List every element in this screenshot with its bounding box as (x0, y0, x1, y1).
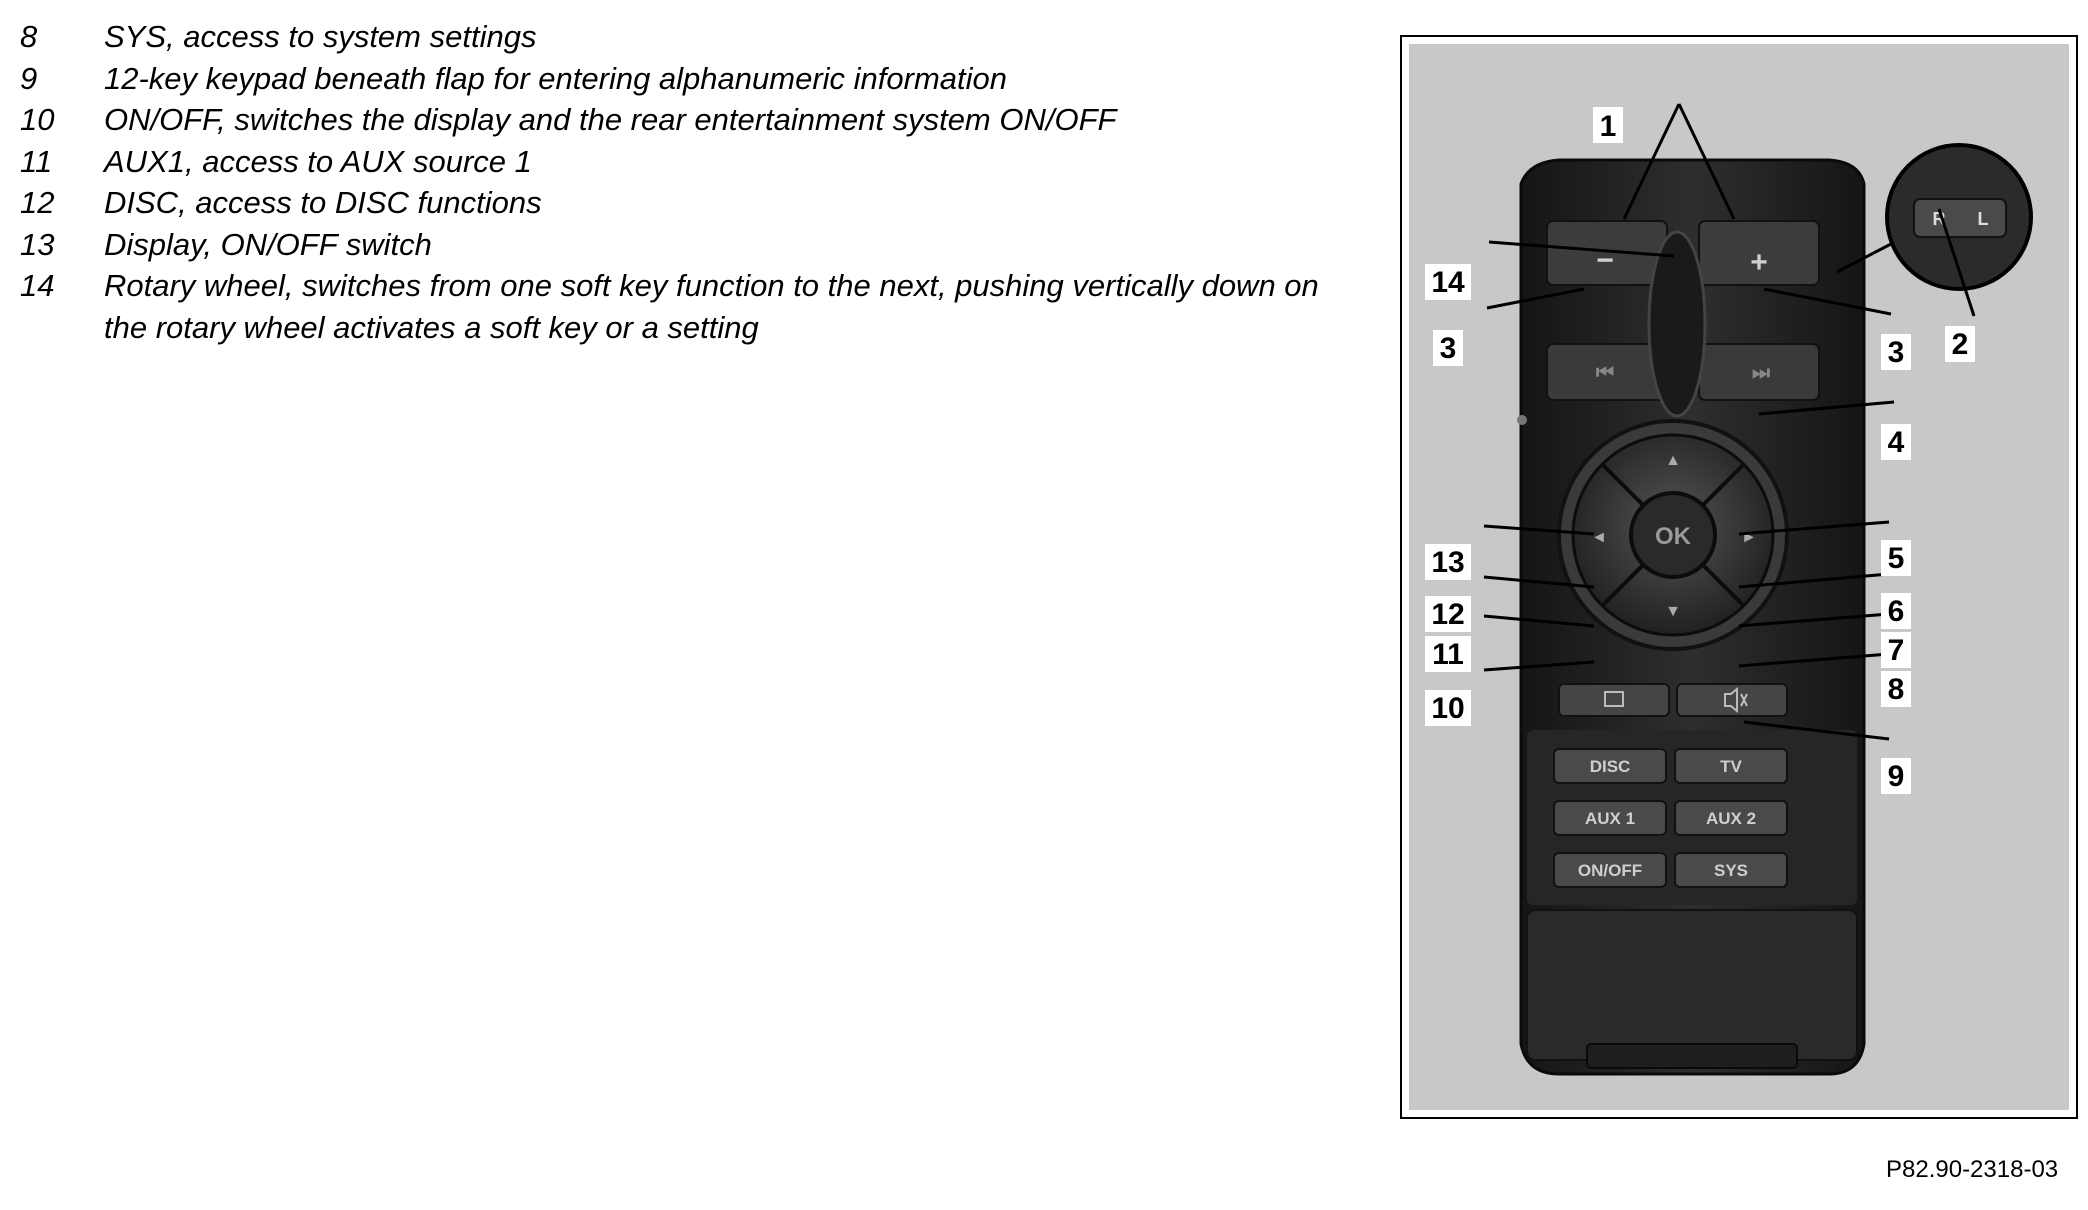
callout-8: 8 (1887, 673, 1905, 706)
legend-number: 13 (20, 226, 55, 262)
left-arrow-icon: ◄ (1591, 529, 1607, 546)
callout-3-left: 3 (1439, 332, 1457, 365)
indicator-led (1517, 415, 1527, 425)
mute-button[interactable] (1677, 684, 1787, 716)
onoff-label: ON/OFF (1577, 861, 1643, 880)
minus-label: − (1596, 244, 1614, 277)
legend-text: 12-key keypad beneath flap for entering alphanumeric information (104, 60, 1007, 96)
callout-14: 14 (1431, 266, 1465, 299)
legend-item (20, 224, 1360, 266)
legend-number: 14 (20, 268, 55, 303)
legend-item (20, 265, 1360, 348)
callout-2: 2 (1951, 328, 1969, 361)
switch-l-label: L (1977, 209, 1989, 229)
remote-control-illustration (1409, 44, 2069, 1110)
plus-label: + (1750, 246, 1768, 279)
figure-background (1409, 44, 2069, 1110)
legend-item (20, 58, 1360, 100)
legend-text: Display, ON/OFF switch (104, 226, 432, 262)
legend-text: ON/OFF, switches the display and the rear entertainment system ON/OFF (104, 102, 1117, 137)
disc-label: DISC (1589, 757, 1631, 776)
down-arrow-icon: ▼ (1665, 603, 1681, 620)
callout-6: 6 (1887, 595, 1905, 628)
legend-text: DISC, access to DISC functions (104, 185, 542, 220)
callout-12: 12 (1431, 598, 1465, 631)
legend-item (20, 182, 1360, 224)
legend-text: Rotary wheel, switches from one soft key function to the next, pushing vertically down on the rotary wheel activates a soft key or a setting (104, 268, 1319, 345)
switch-r-label: R (1932, 209, 1946, 229)
legend-number: 12 (20, 185, 55, 220)
legend-text: AUX1, access to AUX source 1 (104, 143, 532, 179)
callout-4: 4 (1887, 426, 1905, 459)
legend-item (20, 99, 1360, 141)
callout-13: 13 (1431, 546, 1465, 579)
flap-tab (1587, 1044, 1797, 1068)
up-arrow-icon: ▲ (1665, 452, 1681, 469)
legend-list (20, 16, 1360, 348)
callout-10: 10 (1431, 692, 1465, 725)
keypad-flap[interactable] (1527, 910, 1857, 1060)
ok-label: OK (1655, 523, 1691, 550)
legend-item (20, 16, 1360, 58)
legend-number: 8 (20, 19, 38, 54)
legend-number: 11 (20, 143, 53, 179)
skip-back-icon: ⏮ (1596, 362, 1614, 384)
callout-11: 11 (1432, 638, 1464, 671)
callout-1: 1 (1599, 110, 1617, 143)
tv-label: TV (1720, 757, 1742, 776)
figure-reference-code: P82.90-2318-03 (1886, 1156, 2059, 1183)
callout-9: 9 (1887, 760, 1905, 793)
headphone-switch[interactable] (1914, 199, 2006, 237)
legend-text: SYS, access to system settings (104, 19, 537, 54)
skip-forward-icon: ⏭ (1752, 362, 1770, 384)
legend-item (20, 141, 1360, 183)
callout-3-right: 3 (1887, 336, 1905, 369)
callout-5: 5 (1887, 542, 1905, 575)
rotary-wheel[interactable] (1649, 232, 1705, 416)
right-arrow-icon: ► (1741, 529, 1757, 546)
aux1-label: AUX 1 (1584, 809, 1636, 828)
display-onoff-button[interactable] (1559, 684, 1669, 716)
legend-number: 9 (20, 60, 38, 96)
sys-label: SYS (1713, 861, 1749, 880)
aux2-label: AUX 2 (1705, 809, 1757, 828)
callout-7: 7 (1887, 634, 1905, 667)
legend-number: 10 (20, 102, 55, 137)
remote-control-figure (1400, 35, 2078, 1119)
